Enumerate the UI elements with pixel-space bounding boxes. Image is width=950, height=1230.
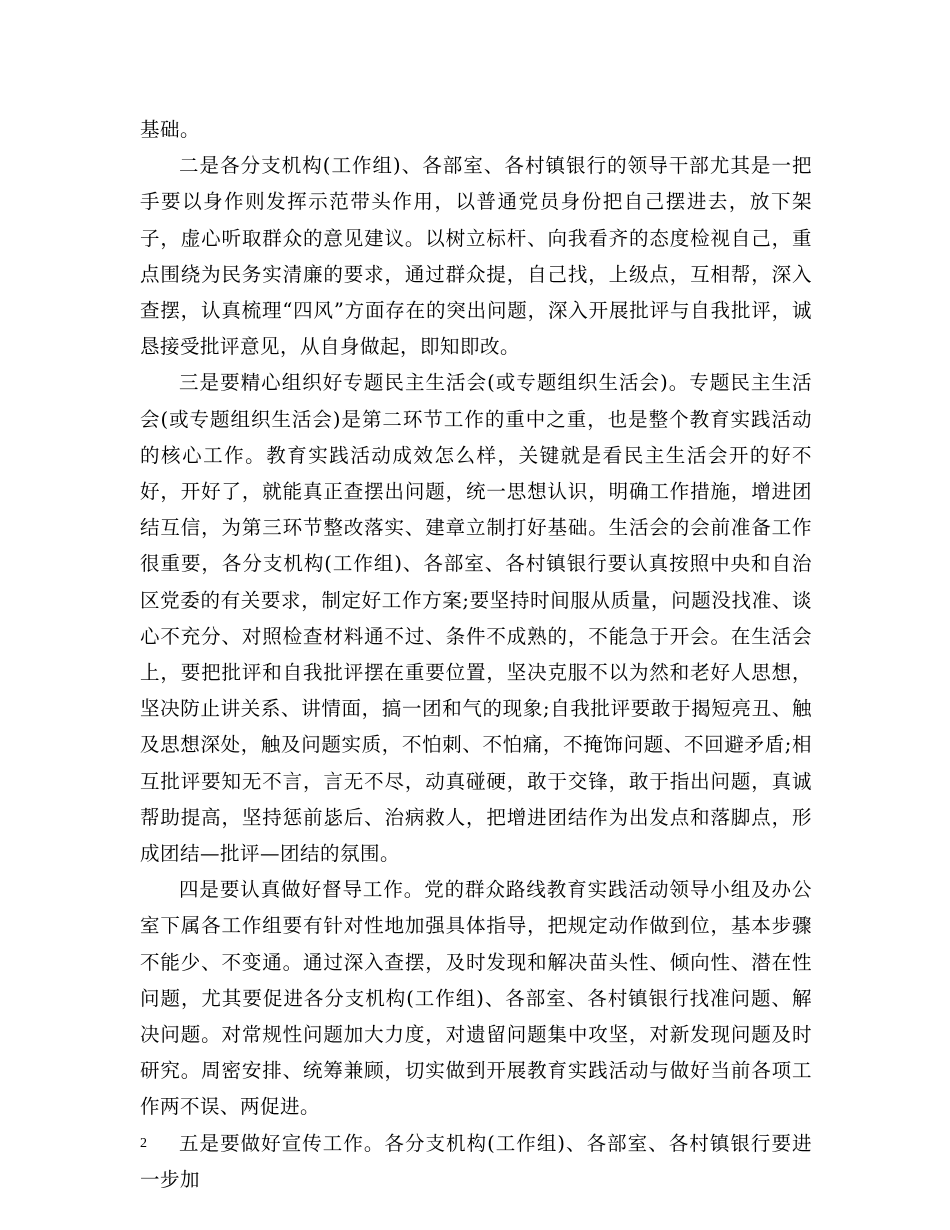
document-body: [140, 112, 812, 1198]
paragraph-4: 四是要认真做好督导工作。党的群众路线教育实践活动领导小组及办公室下属各工作组要有针对性地加强具体指导，把规定动作做到位，基本步骤不能少、不变通。通过深入查摆，及时发现和解决苗头性、倾向性、潜在性问题，尤其要促进各分支机构(工作组)、各部室、各村镇银行找准问题、解决问题。对常规性问题加大力度，对遗留问题集中攻坚，对新发现问题及时研究。周密安排、统筹兼顾，切实做到开展教育实践活动与做好当前各项工作两不误、两促进。: [140, 878, 812, 1119]
paragraph-5: 五是要做好宣传工作。各分支机构(工作组)、各部室、各村镇银行要进一步加: [140, 1131, 812, 1191]
paragraph-2: 二是各分支机构(工作组)、各部室、各村镇银行的领导干部尤其是一把手要以身作则发挥示范带头作用，以普通党员身份把自己摆进去，放下架子，虚心听取群众的意见建议。以树立标杆、向我看齐的态度检视自己，重点围绕为民务实清廉的要求，通过群众提，自己找，上级点，互相帮，深入查摆，认真梳理“四风”方面存在的突出问题，深入开展批评与自我批评，诚恳接受批评意见，从自身做起，即知即改。: [140, 154, 812, 359]
page-number: 2: [140, 1136, 147, 1151]
paragraph-3: 三是要精心组织好专题民主生活会(或专题组织生活会)。专题民主生活会(或专题组织生活会)是第二环节工作的重中之重，也是整个教育实践活动的核心工作。教育实践活动成效怎么样，关键就是看民主生活会开的好不好，开好了，就能真正查摆出问题，统一思想认识，明确工作措施，增进团结互信，为第三环节整改落实、建章立制打好基础。生活会的会前准备工作很重要，各分支机构(工作组)、各部室、各村镇银行要认真按照中央和自治区党委的有关要求，制定好工作方案;要坚持时间服从质量，问题没找准、谈心不充分、对照检查材料通不过、条件不成熟的，不能急于开会。在生活会上，要把批评和自我批评摆在重要位置，坚决克服不以为然和老好人思想，坚决防止讲关系、讲情面，搞一团和气的现象;自我批评要敢于揭短亮丑、触及思想深处，触及问题实质，不怕刺、不怕痛，不掩饰问题、不回避矛盾;相互批评要知无不言，言无不尽，动真碰硬，敢于交锋，敢于指出问题，真诚帮助提高，坚持惩前毖后、治病救人，把增进团结作为出发点和落脚点，形成团结—批评—团结的氛围。: [140, 371, 812, 866]
paragraph-1: 基础。: [140, 118, 201, 141]
